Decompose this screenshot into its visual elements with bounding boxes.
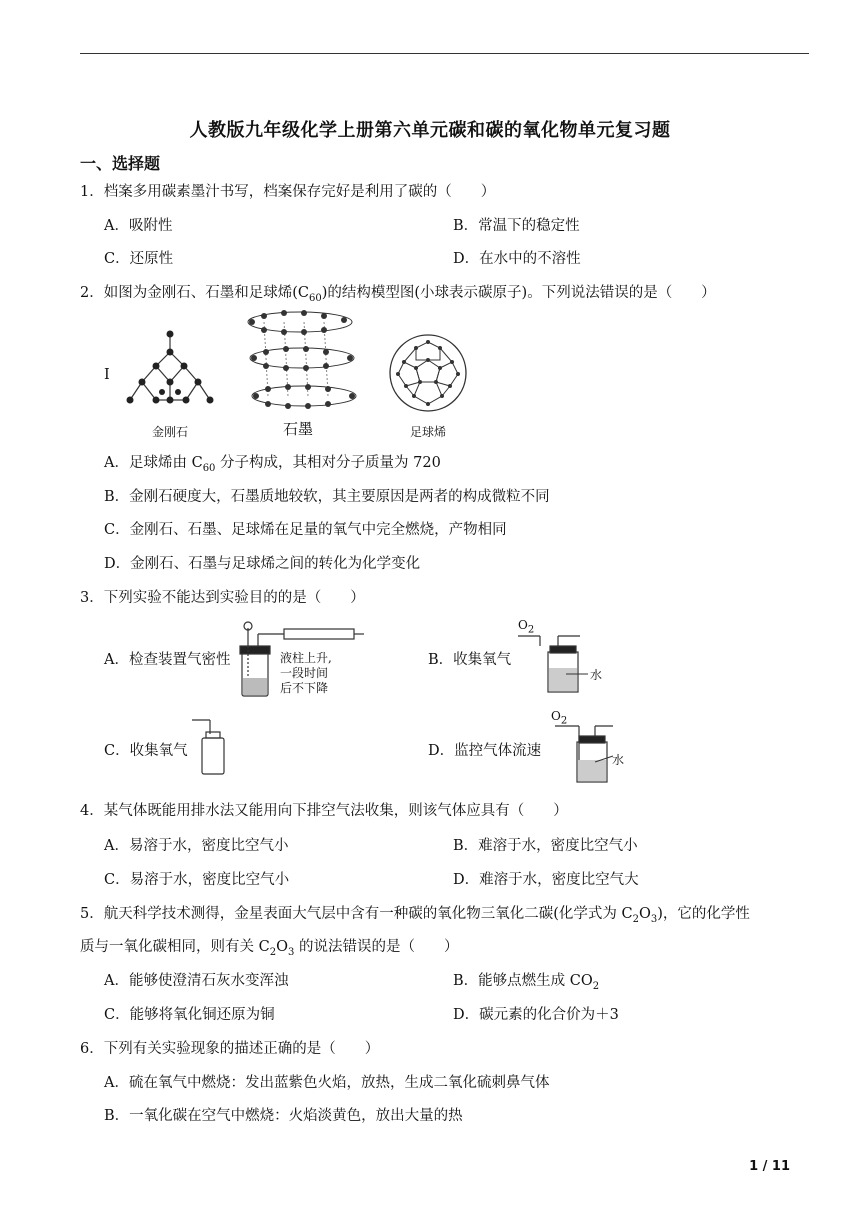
q4-option-b: B．难溶于水，密度比空气小: [453, 838, 638, 854]
q4-option-a: A．易溶于水，密度比空气小: [104, 838, 289, 854]
buckyball-structure-figure: [385, 330, 471, 416]
q3-option-c: C．收集氧气: [104, 743, 188, 759]
question-1-stem: 1．档案多用碳素墨汁书写，档案保存完好是利用了碳的（ ）: [80, 184, 496, 200]
q1-option-d: D．在水中的不溶性: [453, 251, 581, 267]
question-4-stem: 4．某气体既能用排水法又能用向下排空气法收集，则该气体应具有（ ）: [80, 803, 568, 819]
question-2-stem: 2．如图为金刚石、石墨和足球烯$(C_{60})$的结构模型图(小球表示碳原子)。下列说法错误的是（ ）: [80, 285, 716, 304]
q5-option-c: C．能够将氧化铜还原为铜: [104, 1007, 275, 1023]
q3-option-a: A．检查装置气密性: [104, 652, 231, 668]
question-5-stem-line1: 5．航天科学技术测得，金星表面大气层中含有一种碳的氧化物三氧化二碳(化学式为 $C_2O_3$)，它的化学性: [80, 906, 750, 925]
q1-option-c: C．还原性: [104, 251, 174, 267]
q3-option-b: B．收集氧气: [428, 652, 512, 668]
q4-option-c: C．易溶于水，密度比空气小: [104, 872, 290, 888]
q2-option-b: B．金刚石硬度大，石墨质地较软，其主要原因是两者的构成微粒不同: [104, 489, 550, 505]
page-title: 人教版九年级化学上册第六单元碳和碳的氧化物单元复习题: [189, 120, 671, 141]
page-number: 1 / 11: [749, 1159, 790, 1174]
diamond-label: 金刚石: [152, 425, 189, 439]
section-heading: 一、选择题: [80, 154, 161, 173]
q3-option-d: D．监控气体流速: [428, 743, 542, 759]
bottle-b-figure: [518, 632, 598, 694]
q2-option-c: C．金刚石、石墨、足球烯在足量的氧气中完全燃烧，产物相同: [104, 522, 507, 538]
question-3-stem: 3．下列实验不能达到实验目的的是（ ）: [80, 590, 365, 606]
header-rule: [80, 53, 809, 54]
bottle-c-figure: [192, 716, 232, 778]
q3-b-o2-label: $O_2$: [518, 618, 535, 636]
graphite-structure-figure: [244, 308, 362, 412]
q3-d-water: 水: [612, 753, 625, 767]
figure-marker: I: [104, 367, 110, 383]
q3-b-water: 水: [590, 668, 603, 682]
q4-option-d: D．难溶于水，密度比空气大: [453, 872, 639, 888]
q5-option-d: D．碳元素的化合价为＋3: [453, 1007, 619, 1023]
diamond-structure-figure: [120, 328, 220, 416]
graphite-label: 石墨: [283, 420, 314, 438]
question-6-stem: 6．下列有关实验现象的描述正确的是（ ）: [80, 1041, 380, 1057]
q1-option-b: B．常温下的稳定性: [453, 218, 580, 234]
q6-option-a: A．硫在氧气中燃烧：发出蓝紫色火焰，放热，生成二氧化硫刺鼻气体: [104, 1075, 550, 1091]
q3-d-o2-label: $O_2$: [551, 709, 568, 727]
q1-option-a: A．吸附性: [104, 218, 173, 234]
q2-option-d: D．金刚石、石墨与足球烯之间的转化为化学变化: [104, 556, 421, 572]
buckyball-label: 足球烯: [410, 425, 447, 439]
q5-option-a: A．能够使澄清石灰水变浑浊: [104, 973, 289, 989]
q3-a-note: 液柱上升, 一段时间 后不下降: [280, 651, 332, 695]
question-5-stem-line2: 质与一氧化碳相同，则有关 $C_2O_3$ 的说法错误的是（ ）: [80, 939, 459, 958]
q2-option-a: A．足球烯由 $C_{60}$ 分子构成，其相对分子质量为 720: [104, 455, 441, 474]
q6-option-b: B．一氧化碳在空气中燃烧：火焰淡黄色，放出大量的热: [104, 1108, 463, 1124]
q5-option-b: B．能够点燃生成 $CO_2$: [453, 973, 600, 992]
